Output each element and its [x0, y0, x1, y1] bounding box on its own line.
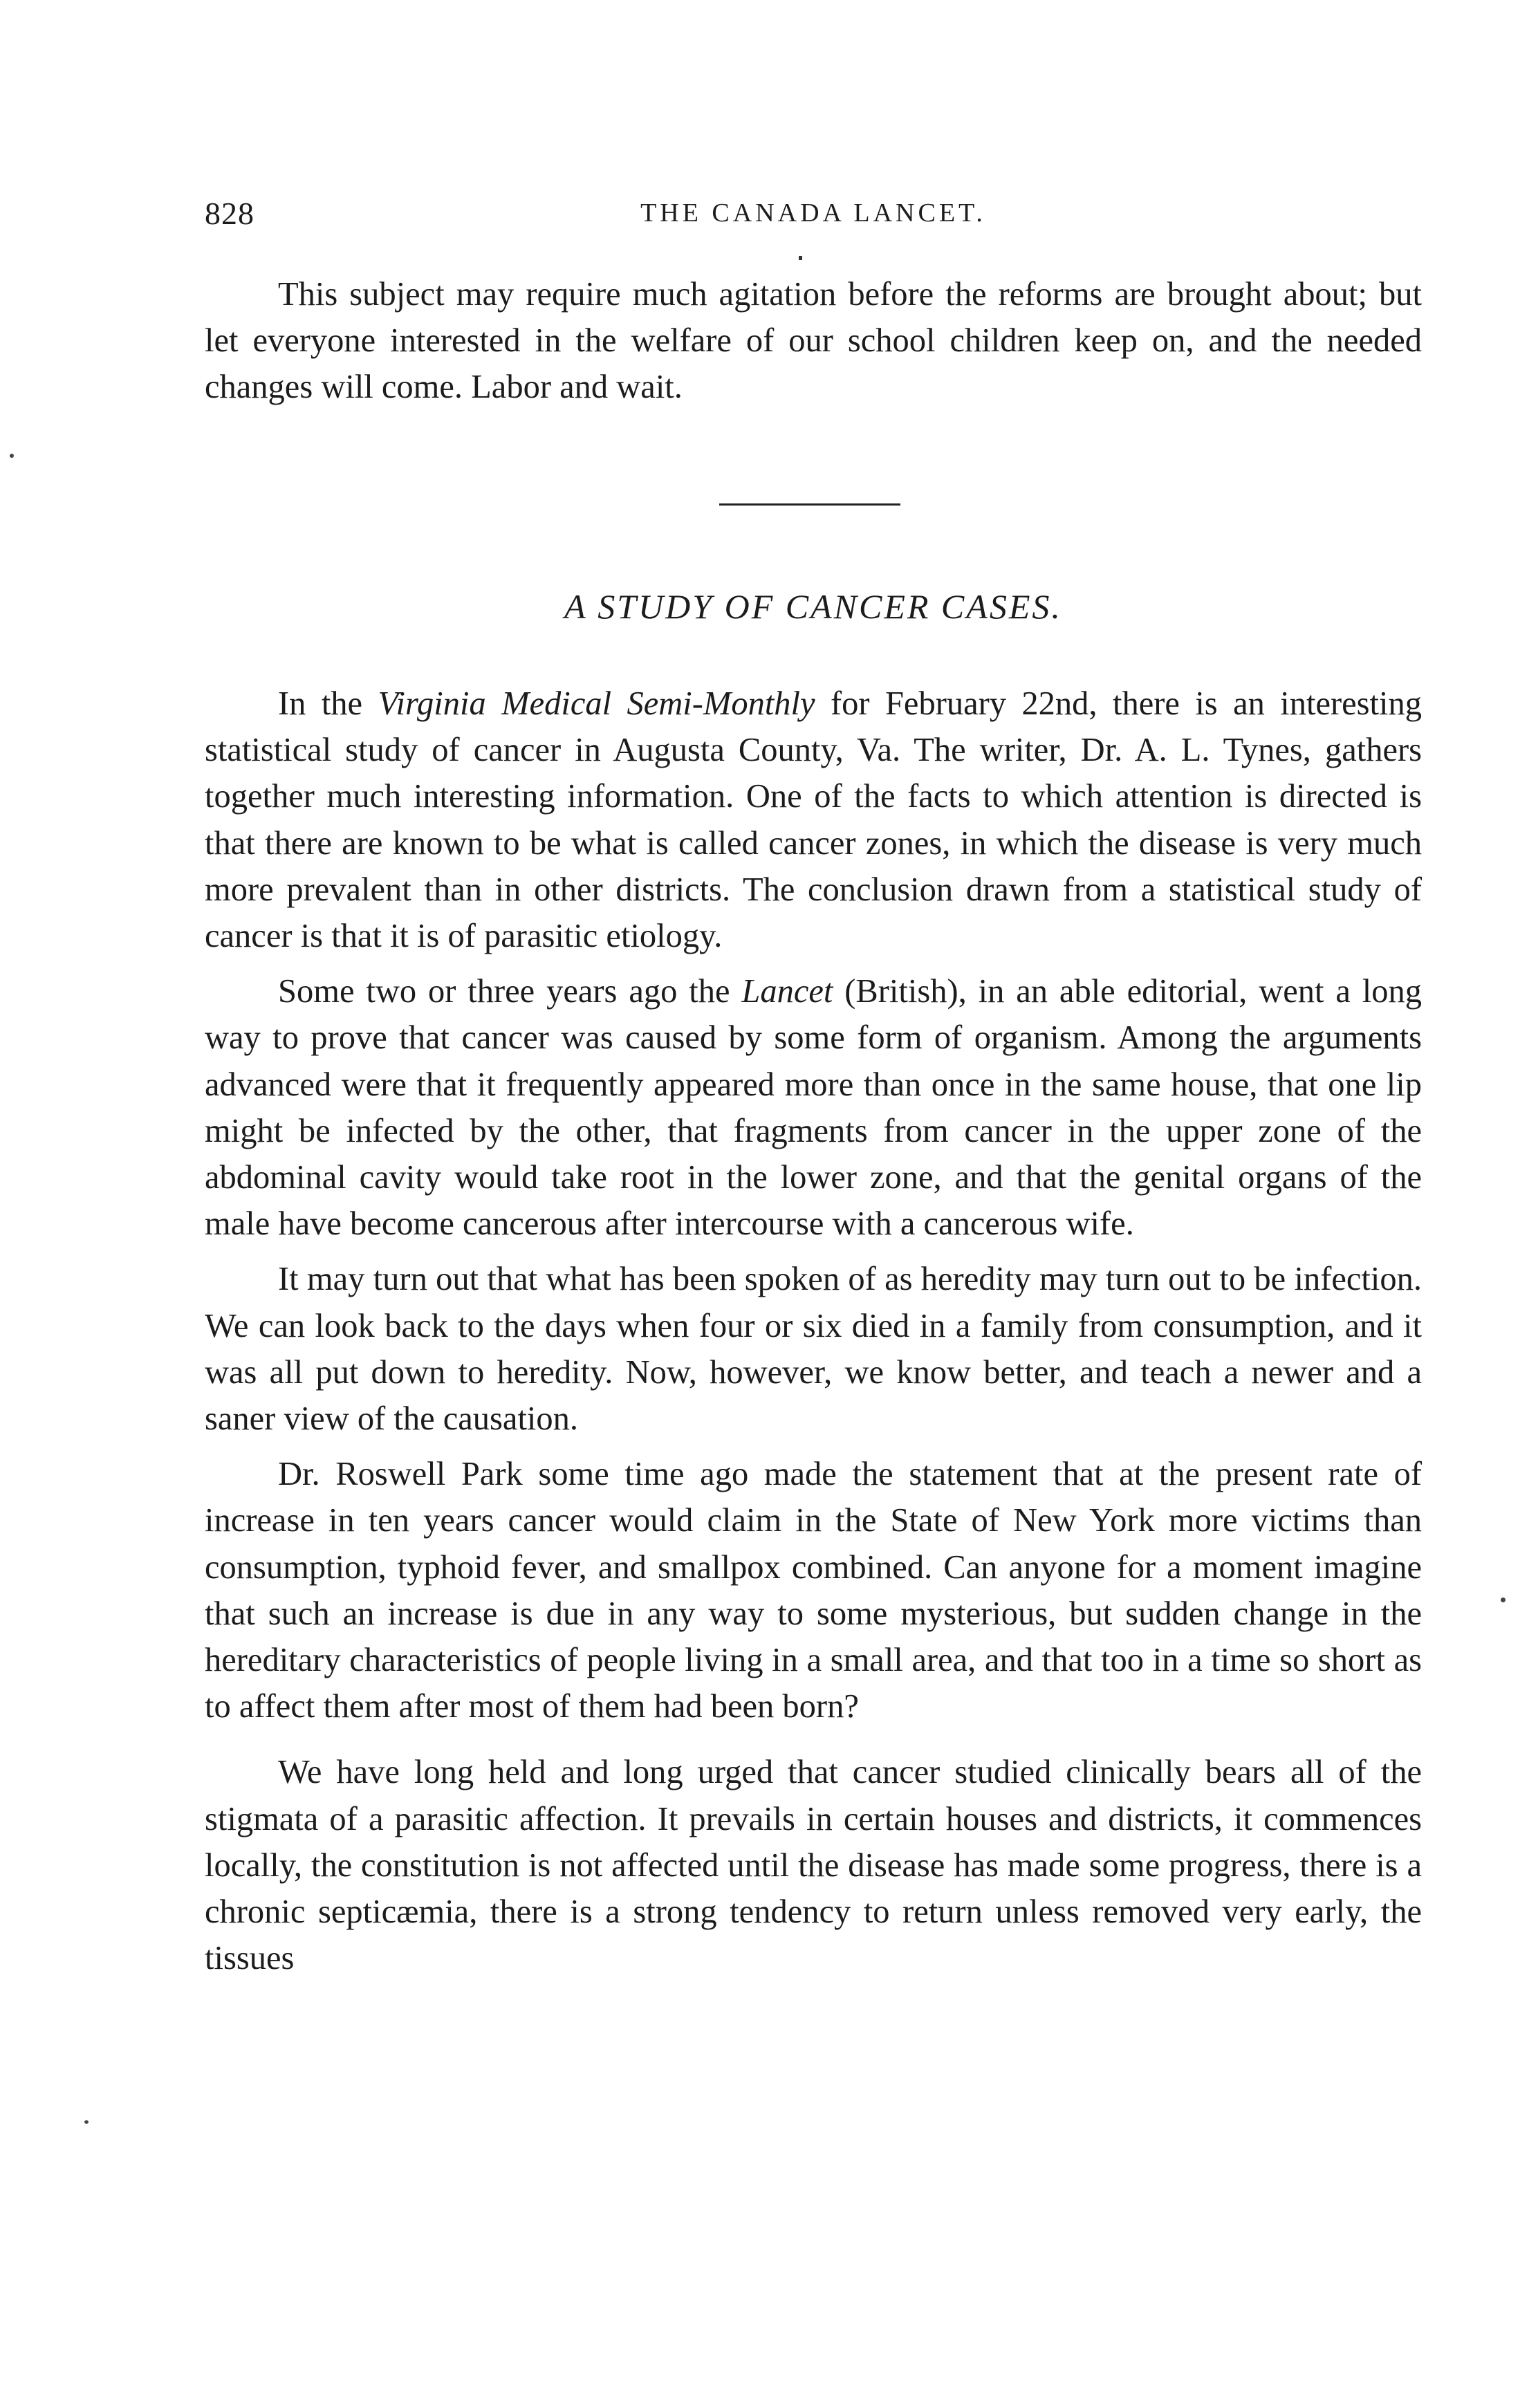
article-paragraph-5: We have long held and long urged that cancer studied clinically bears all of the stigmata of a parasitic affection. It prevails in certain houses and districts, it commences locally, the constitution is not affected until the disease has made some progress, there is a chronic septicæmia, there is a strong tendency to return unless removed very early, the tissues [205, 1754, 1422, 1977]
p2-text-after: (British), in an able editorial, went a long way to prove that cancer was caused by some form of organism. Among the arguments advanced were that it frequently appeared more than once in the same house, that one lip might be infected by the other, that fragments from cancer in the upper zone of the abdominal cavity would take root in the lower zone, and that the genital organs of the male have become cancerous after intercourse with a cancerous wife. [205, 973, 1422, 1243]
intro-paragraph-block [205, 271, 1422, 410]
scan-speck [10, 454, 14, 458]
article-paragraph-4: Dr. Roswell Park some time ago made the statement that at the present rate of increase in ten years cancer would claim in the State of New York more victims than consumption, typhoid fever, and smallpox combined. Can anyone for a moment imagine that such an increase is due in any way to some mysterious, but sudden change in the hereditary characteristics of people living in a small area, and that too in a time so short as to affect them after most of them had been born? [205, 1456, 1422, 1725]
page-number: 828 [205, 196, 254, 231]
article-paragraph-2 [205, 968, 1422, 1247]
article-paragraph-3: It may turn out that what has been spoken of as heredity may turn out to be infection. We can look back to the days when four or six died in a family from consumption, and it was all put down to heredity. Now, however, we know better, and teach a newer and a saner view of the causation. [205, 1261, 1422, 1438]
article-paragraph-1 [205, 680, 1422, 959]
article-title: A STUDY OF CANCER CASES. [564, 587, 1062, 626]
p2-text-before: Some two or three years ago the [278, 973, 742, 1010]
intro-paragraph: This subject may require much agitation before the reforms are brought about; but let everyone interested in the welfare of our school children keep on, and the needed changes will come. Labor and wait. [205, 276, 1422, 405]
p2-journal-name: Lancet [741, 973, 833, 1010]
p1-journal-name: Virginia Medical Semi-Monthly [378, 685, 815, 722]
p1-text-before: In the [278, 685, 378, 722]
section-divider [719, 503, 900, 506]
article-body [205, 680, 1422, 1990]
scan-speck [84, 2120, 89, 2124]
scan-speck [1501, 1597, 1505, 1602]
page-header [205, 195, 1422, 237]
running-title: THE CANADA LANCET. [640, 198, 986, 228]
print-mark [799, 256, 802, 260]
p1-text-after: for February 22nd, there is an interesting statistical study of cancer in Augusta County, Va. The writer, Dr. A. L. Tynes, gathers together much interesting information. One of the facts to which attention is directed is that there are known to be what is called cancer zones, in which the disease is very much more prevalent than in other districts. The conclusion drawn from a statistical study of cancer is that it is of parasitic etiology. [205, 685, 1423, 955]
